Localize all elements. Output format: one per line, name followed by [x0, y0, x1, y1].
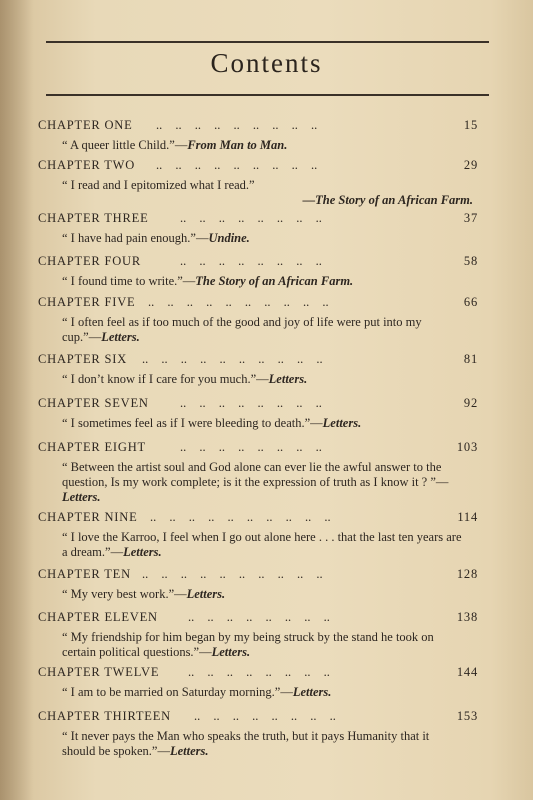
leader-dots: .. .. .. .. .. .. .. ..	[188, 665, 330, 679]
epigraph-attribution: Letters.	[211, 645, 251, 659]
epigraph-attribution: Letters.	[101, 330, 140, 344]
chapter-title: CHAPTER TWELVE	[38, 665, 160, 679]
page-number: 37	[463, 211, 478, 225]
page-number: 128	[456, 567, 478, 581]
epigraph-attribution: —The Story of an African Farm.	[302, 193, 473, 207]
leader-dots: .. .. .. .. .. .. .. ..	[180, 211, 322, 225]
chapter-title: CHAPTER SIX	[38, 352, 128, 366]
leader-dots: .. .. .. .. .. .. .. ..	[180, 440, 322, 454]
page-number: 103	[456, 440, 478, 454]
epigraph-attribution: Letters.	[322, 416, 362, 430]
page-number: 144	[456, 665, 478, 679]
chapter-epigraph: “ I found time to write.”—The Story of an African Farm.	[62, 274, 354, 288]
chapter-title: CHAPTER TWO	[38, 158, 136, 172]
page-number: 81	[463, 352, 478, 366]
epigraph-attribution: Letters.	[169, 744, 209, 758]
chapter-epigraph: “ My very best work.”—Letters.	[62, 587, 226, 601]
chapter-epigraph: “ Between the artist soul and God alone can ever lie the awful answer to the question, Is my work complete; is it the expression of truth as I know it ? ”—Letters.	[62, 460, 449, 504]
epigraph-attribution: Undine.	[208, 231, 250, 245]
leader-dots: .. .. .. .. .. .. .. ..	[180, 396, 322, 410]
chapter-title: CHAPTER TEN	[38, 567, 131, 581]
chapter-title: CHAPTER ONE	[38, 118, 133, 132]
chapter-title: CHAPTER NINE	[38, 510, 138, 524]
chapter-title: CHAPTER SEVEN	[38, 396, 149, 410]
chapter-epigraph: “ I sometimes feel as if I were bleeding to death.”—Letters.	[62, 416, 362, 430]
epigraph-attribution: Letters.	[292, 685, 332, 699]
epigraph-attribution: From Man to Man.	[187, 138, 288, 152]
epigraph-attribution: Letters.	[268, 372, 308, 386]
leader-dots: .. .. .. .. .. .. .. .. .. ..	[148, 295, 329, 309]
page-number: 153	[456, 709, 478, 723]
page-number: 29	[463, 158, 478, 172]
epigraph-attribution: Letters.	[186, 587, 226, 601]
epigraph-attribution: The Story of an African Farm.	[195, 274, 354, 288]
chapter-title: CHAPTER FOUR	[38, 254, 142, 268]
page-number: 58	[463, 254, 478, 268]
leader-dots: .. .. .. .. .. .. .. ..	[188, 610, 330, 624]
chapter-epigraph: “ I have had pain enough.”—Undine.	[62, 231, 250, 245]
leader-dots: .. .. .. .. .. .. .. .. .. ..	[150, 510, 331, 524]
epigraph-attribution: Letters.	[123, 545, 162, 559]
leader-dots: .. .. .. .. .. .. .. .. .. ..	[142, 567, 323, 581]
chapter-title: CHAPTER THIRTEEN	[38, 709, 171, 723]
leader-dots: .. .. .. .. .. .. .. ..	[194, 709, 336, 723]
page-number: 66	[463, 295, 478, 309]
leader-dots: .. .. .. .. .. .. .. .. .. ..	[142, 352, 323, 366]
chapter-epigraph: “ I often feel as if too much of the good and joy of life were put into my cup.”—Letters.	[62, 315, 422, 344]
title-underline	[46, 94, 489, 96]
leader-dots: .. .. .. .. .. .. .. .. ..	[156, 158, 318, 172]
epigraph-attribution: Letters.	[62, 490, 101, 504]
binding-shadow	[0, 0, 34, 800]
chapter-title: CHAPTER ELEVEN	[38, 610, 158, 624]
chapter-title: CHAPTER FIVE	[38, 295, 136, 309]
page-number: 15	[463, 118, 478, 132]
chapter-title: CHAPTER THREE	[38, 211, 149, 225]
leader-dots: .. .. .. .. .. .. .. .. ..	[156, 118, 318, 132]
chapter-epigraph: “ I love the Karroo, I feel when I go out alone here . . . that the last ten years are a dream.”—Letters.	[62, 530, 462, 559]
chapter-epigraph: “ A queer little Child.”—From Man to Man.	[62, 138, 288, 152]
page-number: 138	[456, 610, 478, 624]
leader-dots: .. .. .. .. .. .. .. ..	[180, 254, 322, 268]
page-number: 114	[457, 510, 478, 524]
page-title: Contents	[210, 48, 323, 78]
top-rule	[46, 41, 489, 43]
chapter-title: CHAPTER EIGHT	[38, 440, 146, 454]
page-number: 92	[463, 396, 478, 410]
chapter-epigraph: “ I am to be married on Saturday morning.”—Letters.	[62, 685, 332, 699]
chapter-epigraph: “ It never pays the Man who speaks the truth, but it pays Humanity that it should be spoken.”—Letters.	[62, 729, 430, 758]
chapter-epigraph: “ I don’t know if I care for you much.”—Letters.	[62, 372, 308, 386]
chapter-epigraph: “ I read and I epitomized what I read.”	[62, 178, 255, 192]
chapter-epigraph: “ My friendship for him began by my being struck by the stand he took on certain political questions.”—Letters.	[62, 630, 434, 659]
